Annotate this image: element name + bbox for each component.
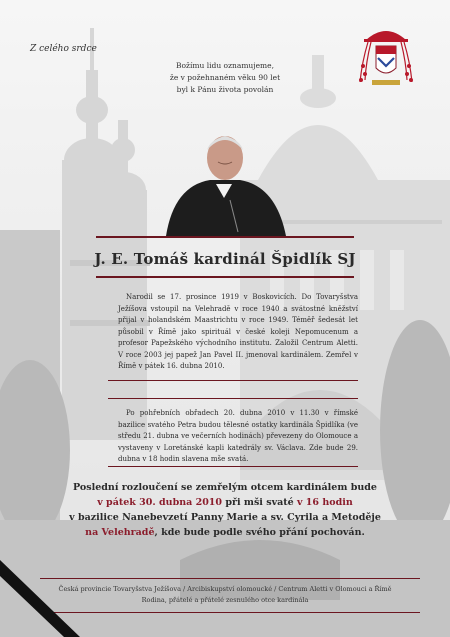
farewell-date: v pátek 30. dubna 2010: [97, 497, 223, 508]
footer-line: Česká provincie Tovaryšstva Ježíšova / Arcibiskupství olomoucké / Centrum Aletti v Olomouci a Římě: [58, 585, 392, 593]
announcement: [150, 60, 300, 96]
biography-text: Narodil se 17. prosince 1919 v Boskovicích. Do Tovaryšstva Ježíšova vstoupil na Velehradě v roce 1940 a svátostné kněžství přijal v holandském Maastrichtu v roce 1949. Téměř šedesát let působil v Římě jako spirituál v české koleji Nepomucenum a profesor Papežského východního institutu. Založil Centrum Aletti. V roce 2003 jej papež Jan Pavel II. jmenoval kardinálem. Zemřel v Římě v pátek 16. dubna 2010.: [118, 293, 358, 370]
cardinal-portrait: [160, 128, 290, 236]
mourning-band-icon: [0, 560, 80, 637]
cardinal-coat-of-arms-icon: [356, 22, 416, 92]
farewell-text: při mši svaté: [222, 497, 297, 508]
funeral-text: Po pohřebních obřadech 20. dubna 2010 v 11.30 v římské bazilice svatého Petra budou tělesné ostatky kardinála Špidlíka (ve středu 21. dubna ve večerních hodinách) převezeny do Olomouce a vystaveny v Loretánské kapli katedrály sv. Václava. Zde bude 29. dubna v 18 hodin slavena mše svatá.: [118, 409, 358, 463]
funeral-info: [118, 408, 358, 466]
footer: [50, 584, 400, 606]
farewell-time: v 16 hodin: [296, 497, 353, 508]
announcement-line: byl k Pánu života povolán: [176, 85, 274, 94]
farewell-line: [40, 525, 410, 540]
name-top-divider: [96, 236, 354, 238]
page-title: J. E. Tomáš kardinál Špidlík SJ: [94, 250, 356, 268]
funeral-top-divider: [108, 398, 358, 399]
farewell-announcement: [40, 480, 410, 540]
announcement-line: že v požehnaném věku 90 let: [169, 73, 281, 82]
farewell-text: , kde bude podle svého přání pochován.: [154, 527, 365, 538]
biography: [118, 292, 358, 373]
farewell-line: v bazilice Nanebevzetí Panny Marie a sv. Cyrila a Metoděje: [69, 512, 381, 523]
name-bottom-divider: [96, 276, 354, 278]
motto: Z celého srdce: [30, 44, 97, 54]
farewell-line: [40, 495, 410, 510]
footer-line: Rodina, přátelé a přátelé zesnulého otce kardinála: [141, 596, 309, 604]
announcement-line: Božímu lidu oznamujeme,: [176, 61, 274, 70]
farewell-place: na Velehradě: [85, 527, 155, 538]
footer-bottom-divider: [40, 612, 420, 613]
farewell-line: Poslední rozloučení se zemřelým otcem kardinálem bude: [73, 482, 377, 493]
bio-divider: [108, 380, 358, 381]
funeral-bottom-divider: [108, 466, 358, 467]
footer-divider: [40, 578, 420, 579]
